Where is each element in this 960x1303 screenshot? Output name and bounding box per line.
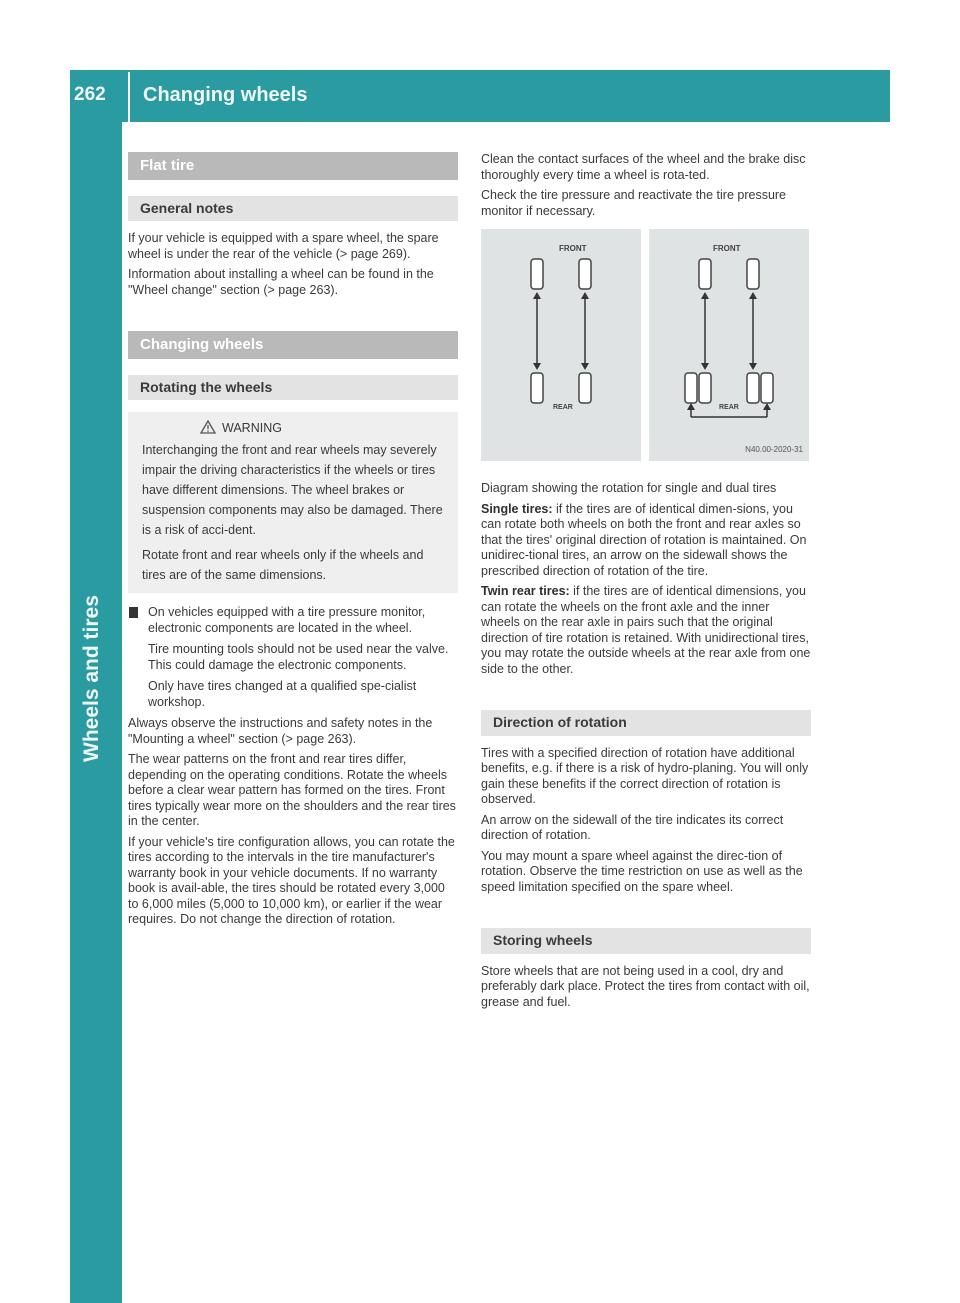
- twin-rear-tires-label: Twin rear tires:: [481, 584, 570, 598]
- subheading-direction-of-rotation: Direction of rotation: [481, 710, 811, 736]
- arrowhead-left-bottom-dual: [701, 363, 709, 370]
- left-column: [128, 152, 458, 933]
- warning-title: [142, 418, 450, 438]
- single-tires-text: if the tires are of identical dimen-sions, you can rotate both wheels on both the front and rear axles so that the tires' original direction of rotation is maintained. On unidirec-tional tires, an arrow on the sidewall shows the prescribed direction of rotation of the tire.: [481, 501, 807, 578]
- note-paragraph-2: Tire mounting tools should not be used near the valve. This could damage the electronic components.: [148, 642, 449, 672]
- sidebar-section-label: Wheels and tires: [80, 595, 103, 762]
- storing-paragraph-1: Store wheels that are not being used in a cool, dry and preferably dark place. Protect the tires from contact with oil, grease and fuel.: [481, 963, 810, 1009]
- tire-rear-left: [531, 373, 543, 403]
- paragraph-clean-contact: Clean the contact surfaces of the wheel and the brake disc thoroughly every time a wheel is rota-ted.: [481, 152, 806, 182]
- arrowhead-right-top-dual: [749, 292, 757, 299]
- figure-code: N40.00-2020-31: [745, 444, 803, 454]
- warning-paragraph-2: Rotate front and rear wheels only if the wheels and tires are of the same dimensions.: [142, 548, 424, 582]
- section-heading-changing-wheels: Changing wheels: [128, 331, 458, 359]
- arrowhead-right-bottom: [581, 363, 589, 370]
- tire-front-right: [579, 259, 591, 289]
- warning-title-text: WARNING: [222, 421, 282, 435]
- subheading-rotating-wheels: Rotating the wheels: [128, 375, 458, 401]
- single-tires-label: Single tires:: [481, 501, 553, 516]
- rear-label-single: REAR: [553, 404, 573, 411]
- rear-label-dual: REAR: [719, 404, 739, 411]
- subheading-general-notes: General notes: [128, 196, 458, 222]
- paragraph-single-tires: [481, 502, 811, 580]
- twin-rear-tires-text: if the tires are of identical dimensions, you can rotate the wheels on the front axle and the inner wheels on the rear axle in pairs such that the original direction of tire rotation is retained. With unidirectional tires, you may rotate the outside wheels at the rear axle from one side to the other.: [481, 584, 811, 676]
- paragraph-always-observe: Always observe the instructions and safety notes in the "Mounting a wheel" section (> page 263).: [128, 716, 433, 746]
- tire-rear-left-inner: [699, 373, 711, 403]
- warning-paragraph-1: Interchanging the front and rear wheels may severely impair the driving characteristics if the wheels or tires have different dimensions. The wheel brakes or suspension components may also be damaged. There is a risk of acci-dent.: [142, 443, 443, 537]
- general-notes-paragraph-2: Information about installing a wheel can be found in the "Wheel change" section (> page 263).: [128, 267, 434, 297]
- direction-paragraph-3: You may mount a spare wheel against the direc-tion of rotation. Observe the time restriction on use as well as the speed limitation specified on the spare wheel.: [481, 848, 803, 894]
- tire-rear-right: [579, 373, 591, 403]
- paragraph-check-pressure: Check the tire pressure and reactivate the tire pressure monitor if necessary.: [481, 188, 787, 218]
- front-label-dual: FRONT: [713, 244, 741, 253]
- paragraph-tire-configuration: If your vehicle's tire configuration allows, you can rotate the tires according to the intervals in the tire manufacturer's warranty book in your vehicle documents. If no warranty book is avail-able, the tires should be rotated every 3,000 to 6,000 miles (5,000 to 10,000 km), or earlier if the wear requires. Do not change the direction of rotation.: [128, 834, 455, 926]
- paragraph-wear-patterns: The wear patterns on the front and rear tires differ, depending on the operating conditions. Rotate the wheels before a clear wear pattern has formed on the tires. Front tires typically wear more on the shoulders and the rear tires in the center.: [128, 752, 456, 828]
- warning-box: [128, 412, 458, 593]
- direction-paragraph-2: An arrow on the sidewall of the tire indicates its correct direction of rotation.: [481, 812, 784, 842]
- tire-front-left-dual: [699, 259, 711, 289]
- running-title: Changing wheels: [143, 84, 308, 106]
- diagram-caption: Diagram showing the rotation for single and dual tires: [481, 481, 777, 495]
- outer-swap-arrowhead-right: [763, 403, 771, 410]
- tire-rear-right-outer: [761, 373, 773, 403]
- tire-front-left: [531, 259, 543, 289]
- tire-rotation-diagram: [481, 229, 811, 461]
- direction-paragraph-1: Tires with a specified direction of rotation have additional benefits, e.g. if there is a risk of hydro-planing. You will only gain these benefits if the correct direction of rotation is observed.: [481, 745, 809, 806]
- tire-rear-left-outer: [685, 373, 697, 403]
- page-number: 262: [74, 84, 106, 105]
- arrowhead-left-bottom: [533, 363, 541, 370]
- note-paragraph-3: Only have tires changed at a qualified spe-cialist workshop.: [148, 679, 417, 709]
- note-icon: [129, 607, 138, 618]
- arrowhead-left-top: [533, 292, 541, 299]
- dual-tires-figure: [649, 229, 809, 461]
- single-tires-panel: [481, 229, 641, 461]
- header-divider: [128, 72, 130, 122]
- outer-swap-arrowhead-left: [687, 403, 695, 410]
- section-heading-flat-tire: Flat tire: [128, 152, 458, 180]
- warning-triangle-icon: [200, 420, 216, 434]
- arrowhead-right-top: [581, 292, 589, 299]
- subheading-storing-wheels: Storing wheels: [481, 928, 811, 954]
- arrowhead-left-top-dual: [701, 292, 709, 299]
- tire-front-right-dual: [747, 259, 759, 289]
- arrowhead-right-bottom-dual: [749, 363, 757, 370]
- front-label-single: FRONT: [559, 244, 587, 253]
- general-notes-paragraph-1: If your vehicle is equipped with a spare wheel, the spare wheel is under the rear of the vehicle (> page 269).: [128, 231, 439, 261]
- paragraph-twin-rear-tires: [481, 584, 811, 677]
- tire-rear-right-inner: [747, 373, 759, 403]
- note-block: [128, 605, 458, 710]
- single-tires-figure: [481, 229, 641, 461]
- right-column: [481, 152, 811, 1015]
- note-paragraph-1: On vehicles equipped with a tire pressure monitor, electronic components are located in the wheel.: [148, 605, 426, 635]
- dual-tires-panel: [649, 229, 809, 461]
